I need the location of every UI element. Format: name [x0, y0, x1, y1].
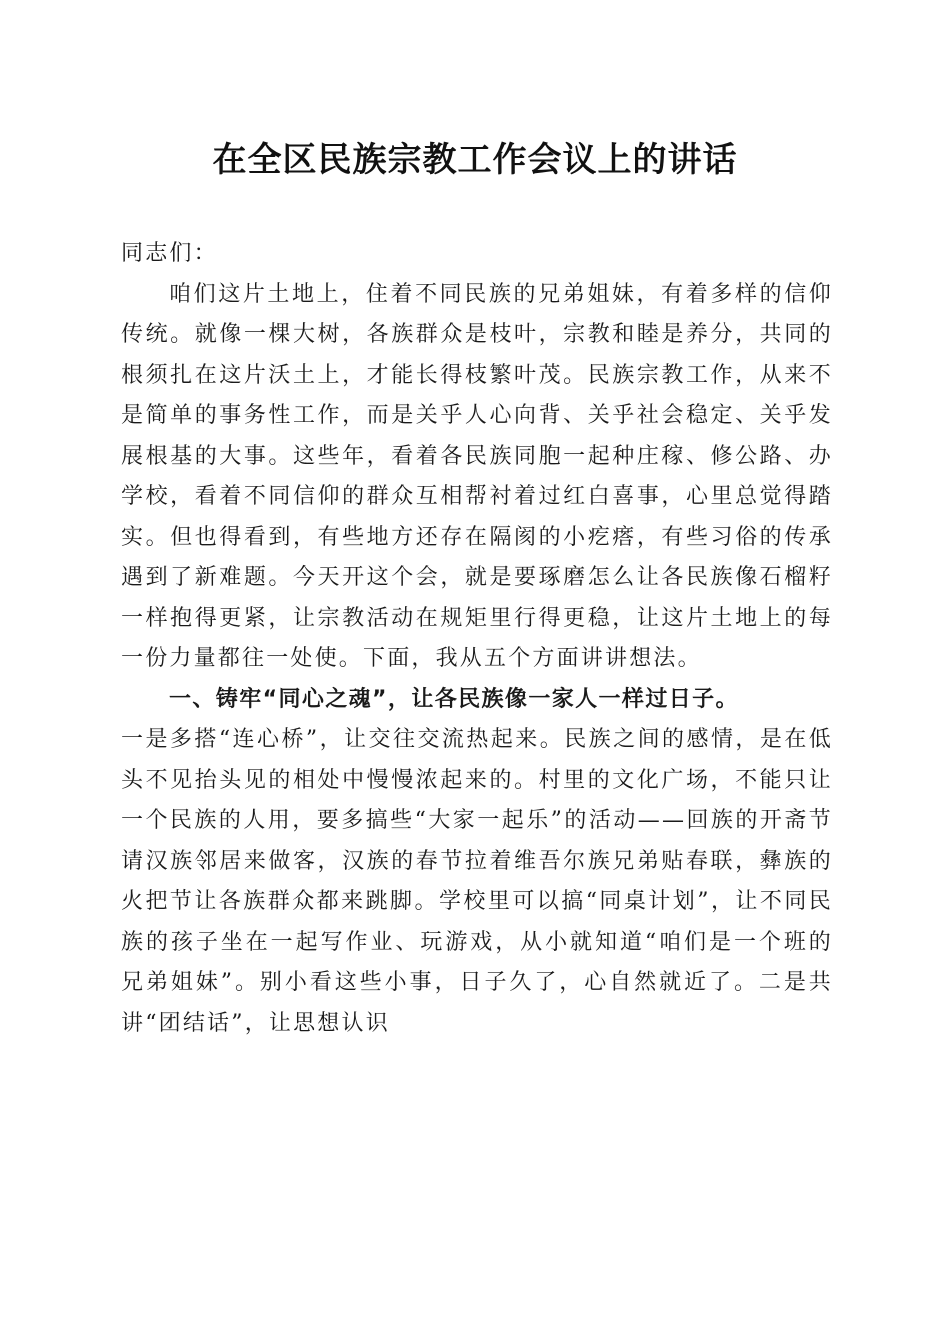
document-body — [121, 234, 833, 1044]
section-body-paragraph: 一是多搭“连心桥”，让交往交流热起来。民族之间的感情，是在低头不见抬头见的相处中慢慢浓起来的。村里的文化广场，不能只让一个民族的人用，要多搞些“大家一起乐”的活动——回族的开斋节请汉族邻居来做客，汉族的春节拉着维吾尔族兄弟贴春联，彝族的火把节让各族群众都来跳脚。学校里可以搞“同桌计划”，让不同民族的孩子坐在一起写作业、玩游戏，从小就知道“咱们是一个班的兄弟姐妹”。别小看这些小事，日子久了，心自然就近了。二是共讲“团结话”，让思想认识 — [121, 727, 833, 1036]
salutation: 同志们： — [121, 241, 218, 266]
document-title: 在全区民族宗教工作会议上的讲话 — [212, 140, 738, 180]
section-heading: 一、铸牢“同心之魂”，让各民族像一家人一样过日子。 — [169, 686, 739, 712]
intro-paragraph: 咱们这片土地上，住着不同民族的兄弟姐妹，有着多样的信仰传统。就像一棵大树，各族群众是枝叶，宗教和睦是养分，共同的根须扎在这片沃土上，才能长得枝繁叶茂。民族宗教工作，从来不是简单的事务性工作，而是关乎人心向背、关乎社会稳定、关乎发展根基的大事。这些年，看着各民族同胞一起种庄稼、修公路、办学校，看着不同信仰的群众互相帮衬着过红白喜事，心里总觉得踏实。但也得看到，有些地方还存在隔阂的小疙瘩，有些习俗的传承遇到了新难题。今天开这个会，就是要琢磨怎么让各民族像石榴籽一样抱得更紧，让宗教活动在规矩里行得更稳，让这片土地上的每一份力量都往一处使。下面，我从五个方面讲讲想法。 — [121, 281, 833, 671]
